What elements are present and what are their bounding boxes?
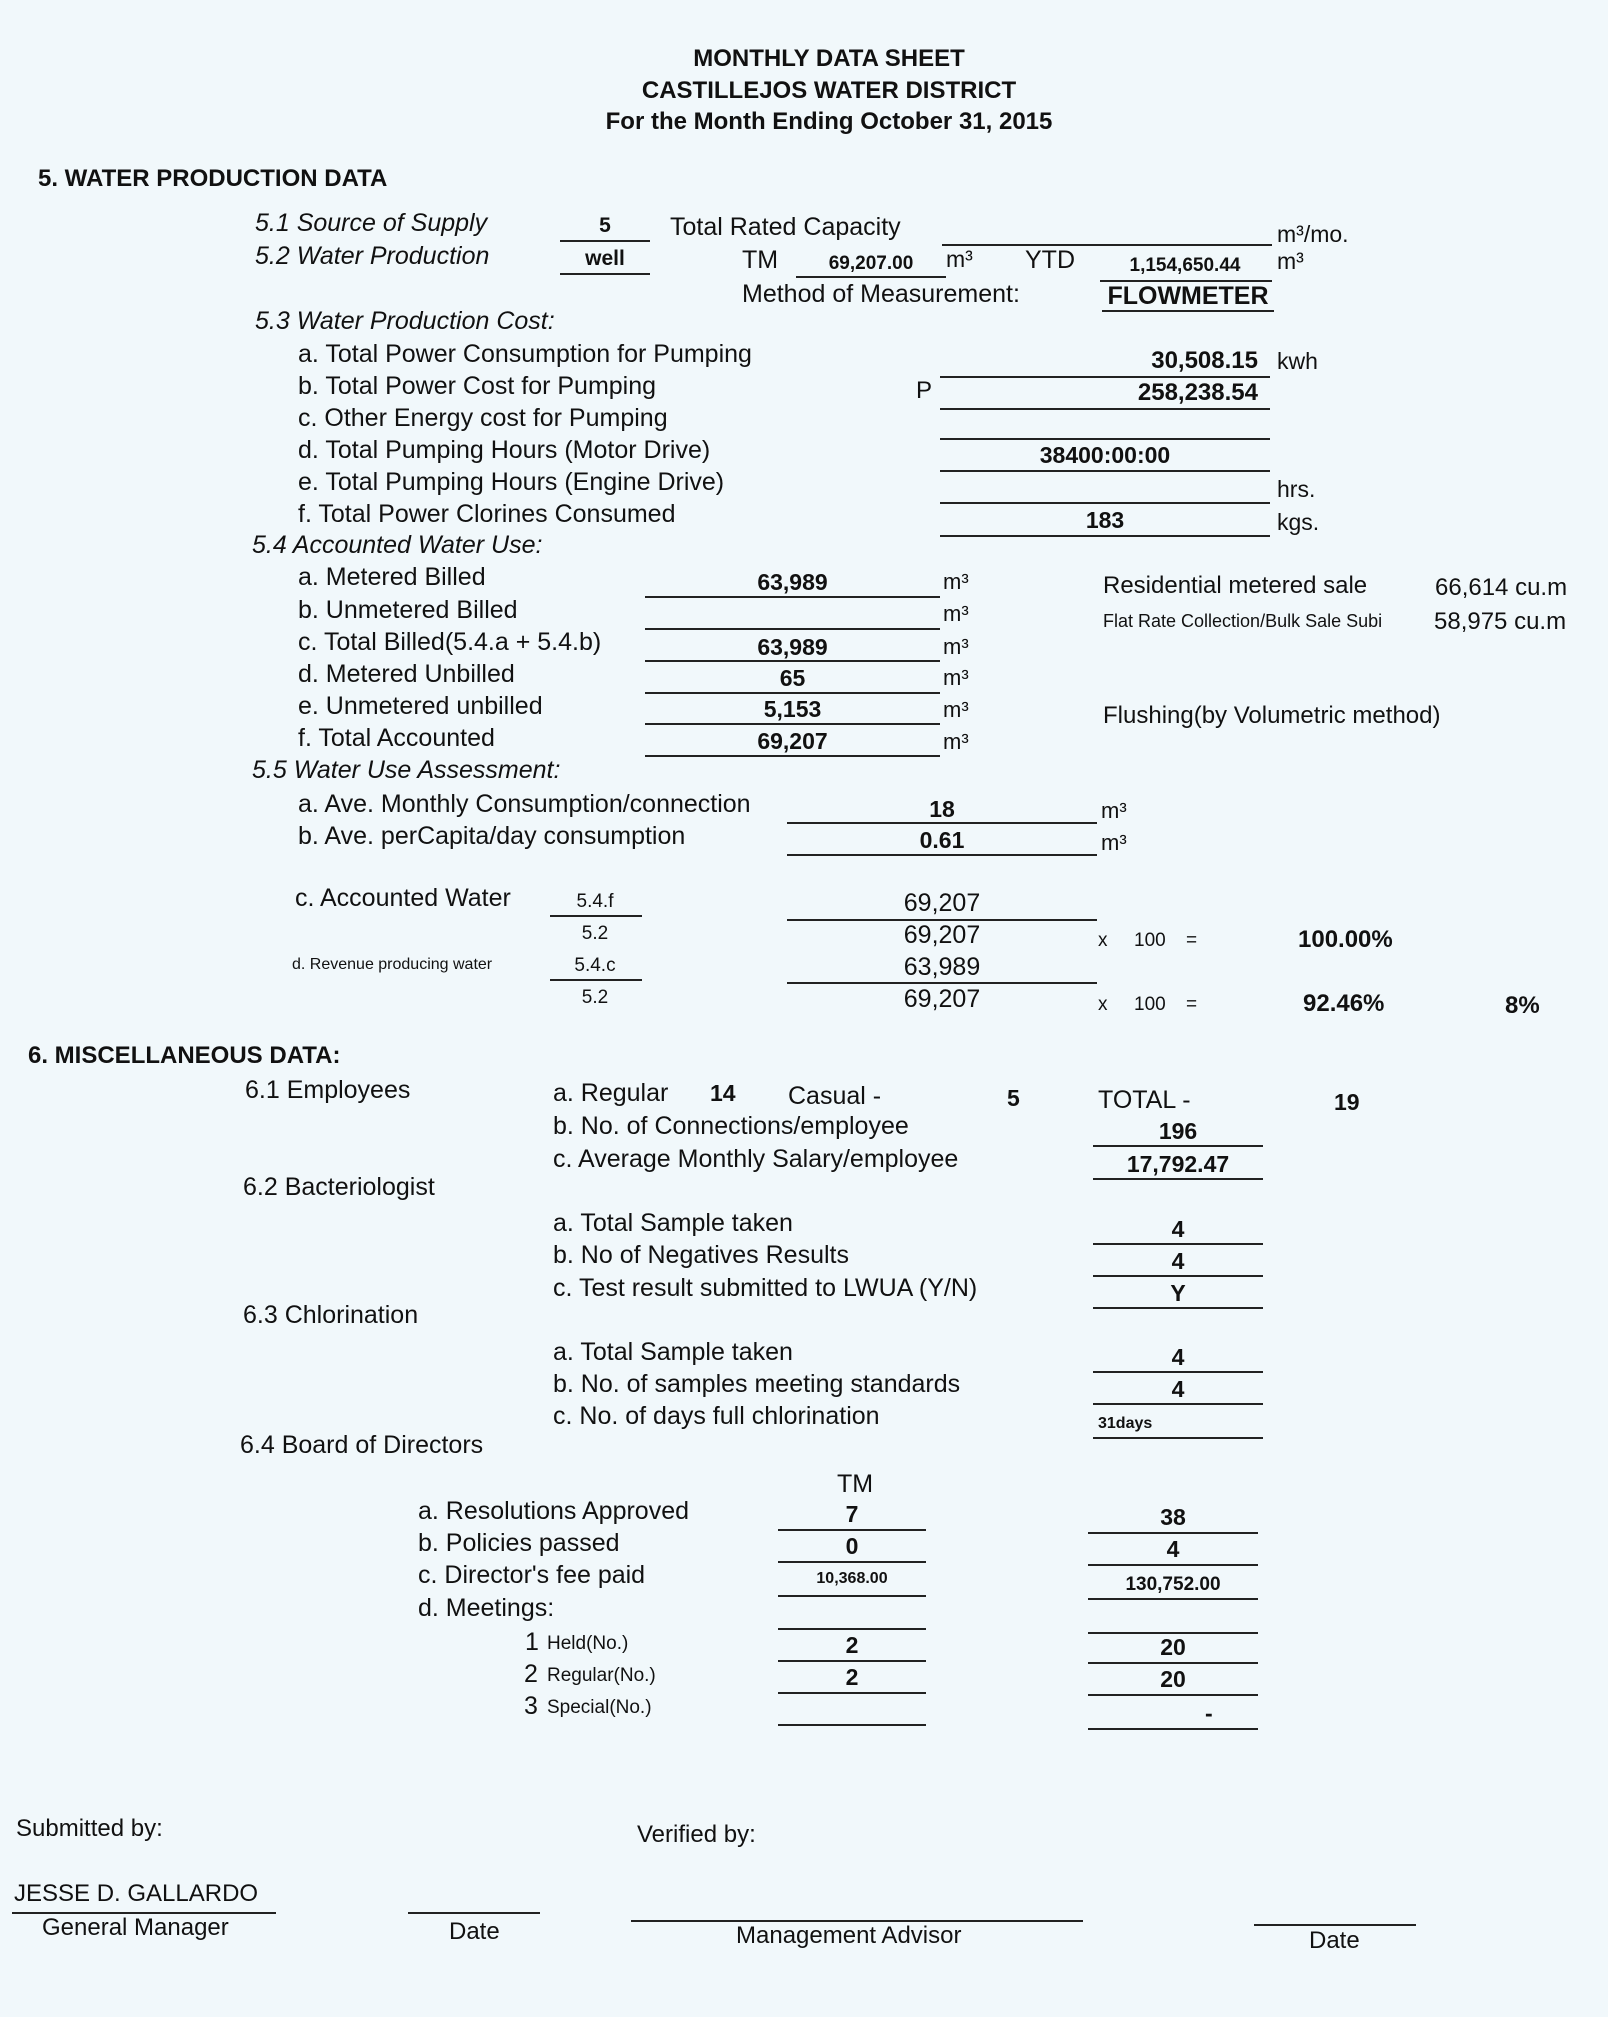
assess-d-ref-line <box>550 979 642 981</box>
production-label: 5.2 Water Production <box>255 242 490 270</box>
assess-c-times: x <box>1098 930 1108 951</box>
cost-e-label: e. Total Pumping Hours (Engine Drive) <box>298 468 725 496</box>
directors-fee-ytd: 130,752.00 <box>1125 1574 1221 1595</box>
acc-c-line <box>645 660 940 662</box>
method-line <box>1102 310 1274 312</box>
meetings-tm-line <box>778 1628 926 1630</box>
general-manager-title: General Manager <box>42 1914 229 1941</box>
assess-c-num-ref: 5.4.f <box>576 891 614 912</box>
chlor-a-line <box>1093 1371 1263 1373</box>
cost-e-line <box>940 502 1270 504</box>
acc-b-unit: m³ <box>943 601 969 626</box>
policies-ytd: 4 <box>1166 1536 1180 1562</box>
held-number: 1 <box>525 1628 539 1656</box>
special-meeting-tm-line <box>778 1724 926 1726</box>
held-label: Held(No.) <box>547 1633 629 1654</box>
bacteriologist-label: 6.2 Bacteriologist <box>243 1173 435 1201</box>
meetings-label: d. Meetings: <box>418 1594 555 1622</box>
regular-meeting-ytd: 20 <box>1160 1666 1186 1692</box>
tm-label: TM <box>742 246 779 274</box>
ytd-unit: m³ <box>1277 248 1304 274</box>
bact-a-label: a. Total Sample taken <box>553 1209 793 1237</box>
cost-f-value: 183 <box>1085 507 1125 533</box>
chlor-b-line <box>1093 1403 1263 1405</box>
assess-d-extra: 8% <box>1505 992 1540 1019</box>
bact-b-label: b. No of Negatives Results <box>553 1241 849 1269</box>
assess-d-hundred: 100 <box>1134 994 1166 1015</box>
cost-f-line <box>940 535 1270 537</box>
acc-c-value: 63,989 <box>757 634 828 660</box>
regular-value: 14 <box>710 1080 736 1106</box>
acc-a-line <box>645 596 940 598</box>
acc-a-value: 63,989 <box>757 569 828 595</box>
special-meeting-number: 3 <box>524 1692 538 1720</box>
verified-by-label: Verified by: <box>637 1821 756 1848</box>
assess-d-label: d. Revenue producing water <box>292 956 493 973</box>
bact-a-value: 4 <box>1171 1216 1185 1242</box>
assess-b-line <box>787 854 1097 856</box>
acc-f-label: f. Total Accounted <box>298 724 495 752</box>
total-label: TOTAL - <box>1098 1086 1191 1114</box>
tm-value: 69,207.00 <box>828 253 914 274</box>
assess-c-den: 69,207 <box>903 921 981 949</box>
assess-d-equals: = <box>1186 994 1198 1015</box>
assess-d-result: 92.46% <box>1303 990 1385 1017</box>
cost-c-label: c. Other Energy cost for Pumping <box>298 404 668 432</box>
cost-b-line <box>940 408 1270 410</box>
policies-ytd-line <box>1088 1564 1258 1566</box>
regular-meeting-tm-line <box>778 1692 926 1694</box>
assess-c-hundred: 100 <box>1134 930 1166 951</box>
chlorination-label: 6.3 Chlorination <box>243 1301 419 1329</box>
casual-label: Casual - <box>788 1082 882 1110</box>
cost-d-value: 38400:00:00 <box>1039 442 1171 468</box>
assess-c-den-ref: 5.2 <box>581 923 609 944</box>
cost-f-unit: kgs. <box>1277 509 1320 535</box>
section-6-heading: 6. MISCELLANEOUS DATA: <box>28 1042 341 1069</box>
cost-a-unit: kwh <box>1277 348 1318 374</box>
flushing-label: Flushing(by Volumetric method) <box>1103 702 1441 729</box>
chlor-c-label: c. No. of days full chlorination <box>553 1402 880 1430</box>
resolutions-label: a. Resolutions Approved <box>418 1497 690 1525</box>
management-advisor-title: Management Advisor <box>736 1922 962 1949</box>
acc-e-label: e. Unmetered unbilled <box>298 692 543 720</box>
date2-label: Date <box>1309 1927 1360 1954</box>
held-tm-line <box>778 1660 926 1662</box>
assess-d-times: x <box>1098 994 1108 1015</box>
assess-d-den: 69,207 <box>903 985 981 1013</box>
tm-unit: m³ <box>946 246 973 272</box>
acc-e-line <box>645 723 940 725</box>
assess-d-den-ref: 5.2 <box>581 987 609 1008</box>
assess-c-ref-line <box>550 915 642 917</box>
rated-capacity-unit: m³/mo. <box>1277 221 1349 247</box>
source-value: 5 <box>599 214 611 237</box>
held-tm: 2 <box>845 1632 859 1658</box>
acc-d-unit: m³ <box>943 665 969 690</box>
chlor-c-line <box>1093 1437 1263 1439</box>
salary-value: 17,792.47 <box>1126 1151 1230 1177</box>
employees-label: 6.1 Employees <box>245 1076 411 1104</box>
assess-b-label: b. Ave. perCapita/day consumption <box>298 822 686 850</box>
bact-c-label: c. Test result submitted to LWUA (Y/N) <box>553 1274 978 1302</box>
chlor-c-value: 31days <box>1098 1415 1153 1432</box>
cost-f-label: f. Total Power Clorines Consumed <box>298 500 676 528</box>
acc-a-label: a. Metered Billed <box>298 563 486 591</box>
page-title: MONTHLY DATA SHEET <box>693 45 965 72</box>
date1-label: Date <box>449 1918 500 1945</box>
regular-meeting-number: 2 <box>524 1660 538 1688</box>
residential-sale-value: 66,614 cu.m <box>1435 574 1568 601</box>
assess-c-equals: = <box>1186 930 1198 951</box>
connections-per-employee-value: 196 <box>1158 1118 1198 1144</box>
resolutions-ytd-line <box>1088 1532 1258 1534</box>
chlor-a-value: 4 <box>1171 1344 1185 1370</box>
casual-value: 5 <box>1007 1085 1020 1111</box>
cost-e-unit: hrs. <box>1277 476 1316 502</box>
date1-line <box>408 1912 540 1914</box>
assess-d-num: 63,989 <box>903 953 981 981</box>
assess-c-num: 69,207 <box>903 889 981 917</box>
board-label: 6.4 Board of Directors <box>240 1431 484 1459</box>
assess-a-unit: m³ <box>1101 798 1127 823</box>
accounted-label: 5.4 Accounted Water Use: <box>252 531 543 559</box>
bact-c-value: Y <box>1170 1280 1186 1306</box>
cost-label: 5.3 Water Production Cost: <box>255 307 555 335</box>
tm-line <box>796 276 946 278</box>
resolutions-ytd: 38 <box>1160 1504 1186 1530</box>
assess-c-result: 100.00% <box>1298 926 1393 953</box>
acc-f-line <box>645 755 940 757</box>
ytd-value: 1,154,650.44 <box>1129 255 1241 276</box>
regular-label: a. Regular <box>553 1079 669 1107</box>
rated-capacity-label: Total Rated Capacity <box>670 213 901 241</box>
acc-b-line <box>645 628 940 630</box>
section-5-heading: 5. WATER PRODUCTION DATA <box>38 165 388 192</box>
acc-d-label: d. Metered Unbilled <box>298 660 515 688</box>
date2-line <box>1254 1924 1416 1926</box>
bact-b-value: 4 <box>1171 1248 1185 1274</box>
special-meeting-ytd-line <box>1088 1728 1258 1730</box>
assess-b-value: 0.61 <box>919 827 965 853</box>
district-name: CASTILLEJOS WATER DISTRICT <box>641 77 1017 104</box>
assess-b-unit: m³ <box>1101 830 1127 855</box>
rated-capacity-line <box>942 244 1272 246</box>
assess-c-label: c. Accounted Water <box>295 884 511 912</box>
method-label: Method of Measurement: <box>742 280 1020 308</box>
policies-label: b. Policies passed <box>418 1529 620 1557</box>
held-ytd-line <box>1088 1662 1258 1664</box>
method-value: FLOWMETER <box>1107 282 1269 310</box>
assess-a-label: a. Ave. Monthly Consumption/connection <box>298 790 751 818</box>
acc-c-unit: m³ <box>943 634 969 659</box>
cost-b-label: b. Total Power Cost for Pumping <box>298 372 657 400</box>
acc-c-label: c. Total Billed(5.4.a + 5.4.b) <box>298 628 602 656</box>
cost-b-prefix: P <box>916 377 933 404</box>
acc-f-value: 69,207 <box>757 728 828 754</box>
chlor-a-label: a. Total Sample taken <box>553 1338 793 1366</box>
residential-sale-label: Residential metered sale <box>1103 572 1368 599</box>
production-type: well <box>585 247 625 270</box>
board-tm-header: TM <box>837 1470 874 1498</box>
resolutions-tm-line <box>778 1529 926 1531</box>
flat-rate-label: Flat Rate Collection/Bulk Sale Subi <box>1103 611 1383 631</box>
assess-a-value: 18 <box>929 796 955 822</box>
bact-b-line <box>1093 1275 1263 1277</box>
assessment-label: 5.5 Water Use Assessment: <box>252 756 561 784</box>
submitted-by-label: Submitted by: <box>16 1815 163 1842</box>
cost-a-label: a. Total Power Consumption for Pumping <box>298 340 752 368</box>
connections-per-employee-label: b. No. of Connections/employee <box>553 1112 909 1140</box>
cost-a-line <box>940 376 1270 378</box>
directors-fee-ytd-line <box>1088 1598 1258 1600</box>
flat-rate-value: 58,975 cu.m <box>1434 608 1567 635</box>
regular-meeting-label: Regular(No.) <box>547 1665 656 1686</box>
cost-d-label: d. Total Pumping Hours (Motor Drive) <box>298 436 711 464</box>
assess-a-line <box>787 822 1097 824</box>
acc-b-label: b. Unmetered Billed <box>298 596 518 624</box>
bact-c-line <box>1093 1307 1263 1309</box>
production-type-line <box>560 273 650 275</box>
directors-fee-tm: 10,368.00 <box>816 1570 888 1587</box>
held-ytd: 20 <box>1160 1634 1186 1660</box>
resolutions-tm: 7 <box>845 1501 859 1527</box>
connections-line <box>1093 1145 1263 1147</box>
special-meeting-ytd: - <box>1205 1700 1213 1726</box>
special-meeting-label: Special(No.) <box>547 1697 652 1718</box>
chlor-b-value: 4 <box>1171 1376 1185 1402</box>
cost-a-value: 30,508.15 <box>1151 347 1258 374</box>
acc-a-unit: m³ <box>943 569 969 594</box>
total-value: 19 <box>1334 1089 1360 1115</box>
acc-d-line <box>645 692 940 694</box>
cost-c-line <box>940 438 1270 440</box>
assess-d-num-ref: 5.4.c <box>574 955 616 976</box>
cost-d-line <box>940 470 1270 472</box>
regular-meeting-tm: 2 <box>845 1664 859 1690</box>
policies-tm: 0 <box>845 1533 859 1559</box>
salary-label: c. Average Monthly Salary/employee <box>553 1145 959 1173</box>
policies-tm-line <box>778 1561 926 1563</box>
source-line <box>560 240 650 242</box>
acc-e-unit: m³ <box>943 697 969 722</box>
regular-meeting-ytd-line <box>1088 1694 1258 1696</box>
salary-line <box>1093 1178 1263 1180</box>
source-label: 5.1 Source of Supply <box>255 209 488 237</box>
directors-fee-label: c. Director's fee paid <box>418 1561 646 1589</box>
general-manager-name: JESSE D. GALLARDO <box>14 1880 259 1907</box>
report-period: For the Month Ending October 31, 2015 <box>605 108 1053 135</box>
chlor-b-label: b. No. of samples meeting standards <box>553 1370 961 1398</box>
assess-d-frac-line <box>787 982 1097 984</box>
bact-a-line <box>1093 1243 1263 1245</box>
acc-e-value: 5,153 <box>763 696 822 722</box>
cost-b-value: 258,238.54 <box>1137 379 1258 406</box>
acc-f-unit: m³ <box>943 729 969 754</box>
directors-fee-tm-line <box>778 1595 926 1597</box>
acc-d-value: 65 <box>779 665 806 691</box>
ytd-label: YTD <box>1025 246 1075 274</box>
